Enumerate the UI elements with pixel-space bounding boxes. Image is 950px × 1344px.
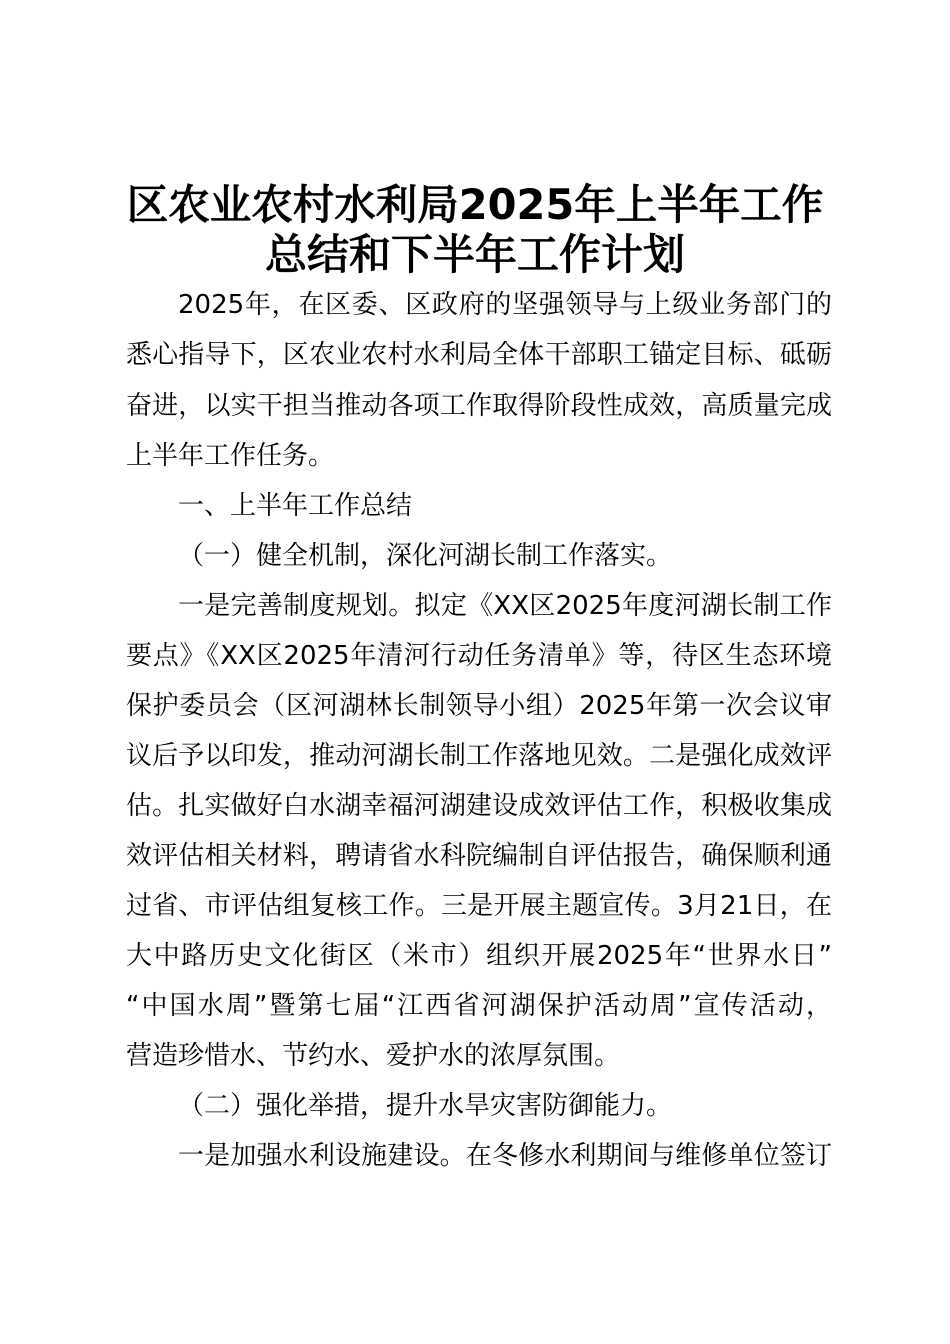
document-title: [0, 180, 950, 280]
paragraph-line: 保护委员会（区河湖林长制领导小组）2025年第一次会议审: [126, 691, 832, 721]
subsection-heading: （一）健全机制，深化河湖长制工作落实。: [178, 541, 673, 571]
paragraph-line: 奋进，以实干担当推动各项工作取得阶段性成效，高质量完成: [126, 391, 832, 421]
paragraph-line: 要点》《XX区2025年清河行动任务清单》等，待区生态环境: [126, 641, 832, 671]
title-line-2: 总结和下半年工作计划: [264, 230, 685, 279]
paragraph-line: 一是加强水利设施建设。在冬修水利期间与维修单位签订: [178, 1141, 832, 1171]
title-line-1: 区农业农村水利局2025年上半年工作: [126, 180, 824, 229]
section-heading: 一、上半年工作总结: [178, 491, 413, 521]
paragraph-line: 效评估相关材料，聘请省水科院编制自评估报告，确保顺利通: [126, 841, 832, 871]
paragraph-line: 营造珍惜水、节约水、爱护水的浓厚氛围。: [126, 1041, 621, 1071]
paragraph-line: 悉心指导下，区农业农村水利局全体干部职工锚定目标、砥砺: [126, 340, 832, 370]
paragraph-line: 过省、市评估组复核工作。三是开展主题宣传。3月21日，在: [126, 891, 832, 921]
paragraph-line: 议后予以印发，推动河湖长制工作落地见效。二是强化成效评: [126, 741, 832, 771]
paragraph-line: 大中路历史文化街区（米市）组织开展2025年“世界水日”: [126, 941, 832, 971]
paragraph-line: 一是完善制度规划。拟定《XX区2025年度河湖长制工作: [178, 591, 832, 621]
subsection-heading: （二）强化举措，提升水旱灾害防御能力。: [178, 1091, 673, 1121]
paragraph-line: “中国水周”暨第七届“江西省河湖保护活动周”宣传活动，: [126, 991, 832, 1021]
paragraph-line: 估。扎实做好白水湖幸福河湖建设成效评估工作，积极收集成: [126, 791, 832, 821]
paragraph-line: 2025年，在区委、区政府的坚强领导与上级业务部门的: [178, 290, 832, 320]
paragraph-line: 上半年工作任务。: [126, 441, 335, 471]
